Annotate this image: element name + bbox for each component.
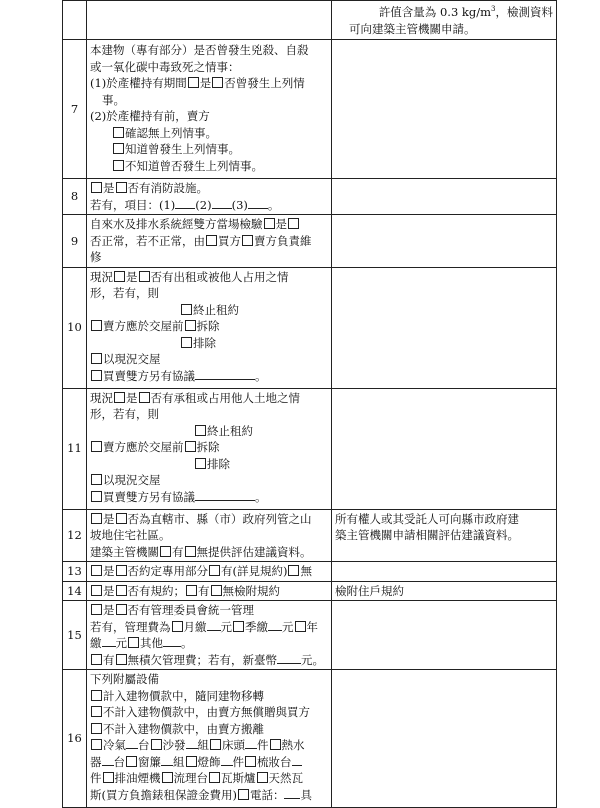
blank-field[interactable] [207,620,221,631]
text: 繳 [90,636,102,650]
description-cell [87,562,332,582]
text: 無 [300,564,312,578]
blank-field[interactable] [277,653,301,664]
table-row [63,581,557,601]
text: 。 [267,197,280,212]
checkbox[interactable] [91,690,102,701]
blank-field[interactable] [161,755,173,766]
item-number: 12 [63,509,87,562]
note-cell [332,509,557,562]
text: 有 [198,583,210,598]
text: 件 [90,771,102,785]
text: 組 [197,738,209,752]
checkbox[interactable] [116,604,127,615]
text: 買方 [218,233,241,248]
checkbox[interactable] [172,621,183,632]
text: 燈飾 [197,754,221,769]
checkbox[interactable] [116,585,127,596]
description-cell [87,601,332,670]
item-number: 9 [63,215,87,268]
text: 是 [126,390,138,405]
table-row [63,388,557,509]
checkbox[interactable] [162,772,173,783]
text: 拆除 [196,440,220,454]
text: 組 [173,754,185,769]
checkbox[interactable] [116,182,127,193]
text: 若有，管理費為 [90,619,171,634]
text: 台 [113,754,125,769]
note-cell [332,670,557,808]
checkbox[interactable] [242,235,253,246]
checkbox[interactable] [91,513,102,524]
table-row [63,509,557,562]
checkbox[interactable] [113,127,124,138]
checkbox[interactable] [91,654,102,665]
checkbox[interactable] [188,77,199,88]
text: 熱水 [281,738,305,752]
text: 沙發 [162,738,186,752]
note-text: 所有權人或其受託人可向縣市政府建 [335,511,519,526]
text: 賣方應於交屋前 [103,440,184,454]
description-cell [87,670,332,808]
text-line: 本建物（專有部分）是否曾發生兇殺、自殺 [90,43,309,57]
note-cell [332,267,557,388]
text: 不計入建物價款中，由賣方無償贈與買方 [103,705,310,719]
checkbox[interactable] [114,392,125,403]
checkbox[interactable] [245,756,256,767]
text: 否有出租或被他人占用之情 [150,269,289,284]
text: 排油煙機 [114,771,161,785]
checkbox[interactable] [91,706,102,717]
text: 否有規約； [127,583,185,598]
item-number: 11 [63,388,87,509]
checkbox[interactable] [160,546,171,557]
text: 電話： [249,787,285,802]
checkbox[interactable] [91,353,102,364]
text: 是 [126,269,138,284]
text: 買賣雙方另有協議 [103,489,195,504]
blank-field[interactable] [186,738,198,749]
text-line: (2)於產權持有前，賣方 [90,109,210,123]
checkbox[interactable] [139,271,150,282]
checkbox[interactable] [264,218,275,229]
text: 年 [306,619,318,634]
text: 器 [90,754,102,769]
description-cell [87,267,332,388]
text: 元 [282,619,294,634]
text: 。 [255,489,267,504]
text: 終止租約 [207,423,253,438]
text: 否有消防設施。 [127,181,208,195]
checkbox[interactable] [212,77,223,88]
text: 元 [220,619,232,634]
text: 是 [103,603,115,617]
text: 冷氣 [103,738,126,752]
table-row [63,40,557,179]
table-row [63,562,557,582]
table-row [63,179,557,215]
text: 否曾發生上列情 [224,76,305,90]
text: 否為直轄市、縣（市）政府列管之山 [127,511,312,526]
checkbox[interactable] [186,756,197,767]
text: 排除 [193,335,216,350]
checkbox[interactable] [195,425,206,436]
text: (2) [195,197,212,212]
text: 有 [172,544,184,559]
note-cell [332,601,557,670]
blank-field[interactable] [163,636,181,647]
checkbox[interactable] [103,772,114,783]
checkbox[interactable] [206,235,217,246]
checkbox[interactable] [113,160,124,171]
table-row [63,267,557,388]
blank-field[interactable] [248,198,268,209]
checkbox[interactable] [195,458,206,469]
note-text: 可向建築主管機關申請。 [349,21,476,36]
checkbox[interactable] [139,392,150,403]
text: 是 [199,76,212,90]
text: 自來水及排水系統經雙方當場檢驗 [90,217,263,231]
checkbox[interactable] [181,304,192,315]
text: 。 [255,368,267,383]
text: 以現況交屋 [103,473,161,487]
checkbox[interactable] [151,739,162,750]
text: 以現況交屋 [103,352,161,366]
blank-field[interactable] [292,755,302,766]
table-row [63,215,557,268]
note-text: 檢附住戶規約 [335,583,404,598]
checkbox[interactable] [211,585,222,596]
text: 窗簾 [138,754,161,769]
blank-field[interactable] [102,636,116,647]
blank-field[interactable] [102,755,114,766]
blank-field[interactable] [195,490,255,501]
description-cell [87,179,332,215]
text: 有 [103,652,115,667]
note-cell [332,179,557,215]
text: 計入建物價款中，隨同建物移轉 [103,688,264,703]
table-row [63,601,557,670]
text: 元。 [301,652,324,667]
checkbox[interactable] [91,565,102,576]
checkbox[interactable] [91,491,102,502]
description-cell [87,1,332,40]
item-number: 16 [63,670,87,808]
text: 賣方負責維 [254,233,312,248]
checkbox[interactable] [128,637,139,648]
text: 建築主管機關 [90,544,159,559]
text-line: 坡地住宅社區。 [90,528,171,542]
checkbox[interactable] [185,441,196,452]
checkbox[interactable] [181,337,192,348]
text: 不計入建物價款中，由賣方搬離 [103,721,264,736]
text: 現況 [90,390,113,405]
text: 現況 [90,269,113,284]
text-line: 事。 [102,92,125,107]
checkbox[interactable] [91,370,102,381]
text: 流理台 [173,771,208,785]
blank-field[interactable] [212,198,232,209]
text-line: 修 [90,250,102,264]
text: 否約定專用部分 [127,564,208,578]
checkbox[interactable] [295,621,306,632]
text: 是 [103,583,115,598]
item-number-cell [63,1,87,40]
item-number: 10 [63,267,87,388]
text: (1)於產權持有期間 [90,76,187,90]
checkbox[interactable] [185,546,196,557]
text: 不知道曾否發生上列情事。 [125,158,263,173]
checkbox[interactable] [113,143,124,154]
note-cell [332,562,557,582]
checkbox[interactable] [210,739,221,750]
blank-field[interactable] [245,738,257,749]
text: 月繳 [183,619,207,634]
text: 其他 [140,636,163,650]
text: 無積欠管理費；若有，新臺幣 [127,652,277,667]
text: 拆除 [196,319,220,333]
text: 件 [257,738,269,752]
text: 元 [115,636,127,650]
text: 。 [181,636,193,650]
note-text: 築主管機關申請相關評估建議資料。 [335,528,519,542]
blank-field[interactable] [126,738,138,749]
checkbox[interactable] [114,271,125,282]
blank-field[interactable] [175,198,195,209]
note-cell [332,40,557,179]
text: 件 [232,754,244,769]
checkbox[interactable] [288,218,299,229]
blank-field[interactable] [268,620,282,631]
checkbox[interactable] [238,789,249,800]
text: 買賣雙方另有協議 [103,368,195,383]
item-number: 13 [63,562,87,582]
text: 季繳 [245,619,268,634]
checkbox[interactable] [116,654,127,665]
text: 斯(買方負擔錶租保證金費用) [90,787,237,802]
checkbox[interactable] [126,756,137,767]
checkbox[interactable] [185,320,196,331]
blank-field[interactable] [195,369,255,380]
description-cell [87,40,332,179]
note-cell [332,1,557,40]
checkbox[interactable] [233,621,244,632]
item-number: 8 [63,179,87,215]
text-line: 形，若有，則 [90,286,159,300]
checkbox[interactable] [186,585,197,596]
text-line: 或一氧化碳中毒致死之情事： [90,59,240,74]
blank-field[interactable] [284,788,300,799]
table-row [63,1,557,40]
text: 是 [103,181,115,195]
disclosure-form-table [62,0,557,808]
text: 床頭 [222,738,245,752]
text: 否有管理委員會統一管理 [127,603,254,617]
text: 確認無上列情事。 [125,125,217,140]
text: 終止租約 [193,302,239,317]
description-cell [87,388,332,509]
description-cell [87,509,332,562]
note-cell [332,581,557,601]
note-cell [332,388,557,509]
item-number: 14 [63,581,87,601]
text: (3) [231,197,248,212]
checkbox[interactable] [116,565,127,576]
text-line: 下列附屬設備 [90,672,159,686]
note-cell [332,215,557,268]
checkbox[interactable] [91,182,102,193]
superscript: 3 [491,5,496,14]
text: 是 [103,564,115,578]
checkbox[interactable] [91,441,102,452]
checkbox[interactable] [91,739,102,750]
checkbox[interactable] [209,772,220,783]
checkbox[interactable] [91,723,102,734]
item-number: 15 [63,601,87,670]
checkbox[interactable] [91,474,102,485]
table-row [63,670,557,808]
text: 是 [103,511,115,526]
text: 天然瓦 [268,771,303,785]
text: 賣方應於交屋前 [103,319,184,333]
text: 梳妝台 [257,754,292,769]
text: 否正常，若不正常，由 [90,233,205,248]
text: 排除 [207,456,230,471]
note-text: 許值含量為 0.3 kg/m [378,5,492,19]
text: 具 [300,787,312,802]
checkbox[interactable] [288,565,299,576]
item-number: 7 [63,40,87,179]
checkbox[interactable] [116,513,127,524]
text: 瓦斯爐 [221,771,256,785]
text: 若有，項目：(1) [90,197,176,212]
checkbox[interactable] [91,585,102,596]
blank-field[interactable] [221,755,233,766]
text-line: 形，若有，則 [90,407,159,421]
text: 有(詳見規約) [221,564,288,578]
checkbox[interactable] [209,565,220,576]
description-cell [87,215,332,268]
checkbox[interactable] [91,320,102,331]
text: 是 [275,217,287,231]
checkbox[interactable] [257,772,268,783]
checkbox[interactable] [270,739,281,750]
text: 無提供評估建議資料。 [196,544,312,559]
checkbox[interactable] [91,604,102,615]
text: 知道曾發生上列情事。 [125,142,240,156]
text: 無檢附規約 [222,583,280,598]
text: 台 [138,738,150,752]
note-text: ，檢測資料 [495,5,553,19]
description-cell [87,581,332,601]
text: 否有承租或占用他人土地之情 [150,390,300,405]
